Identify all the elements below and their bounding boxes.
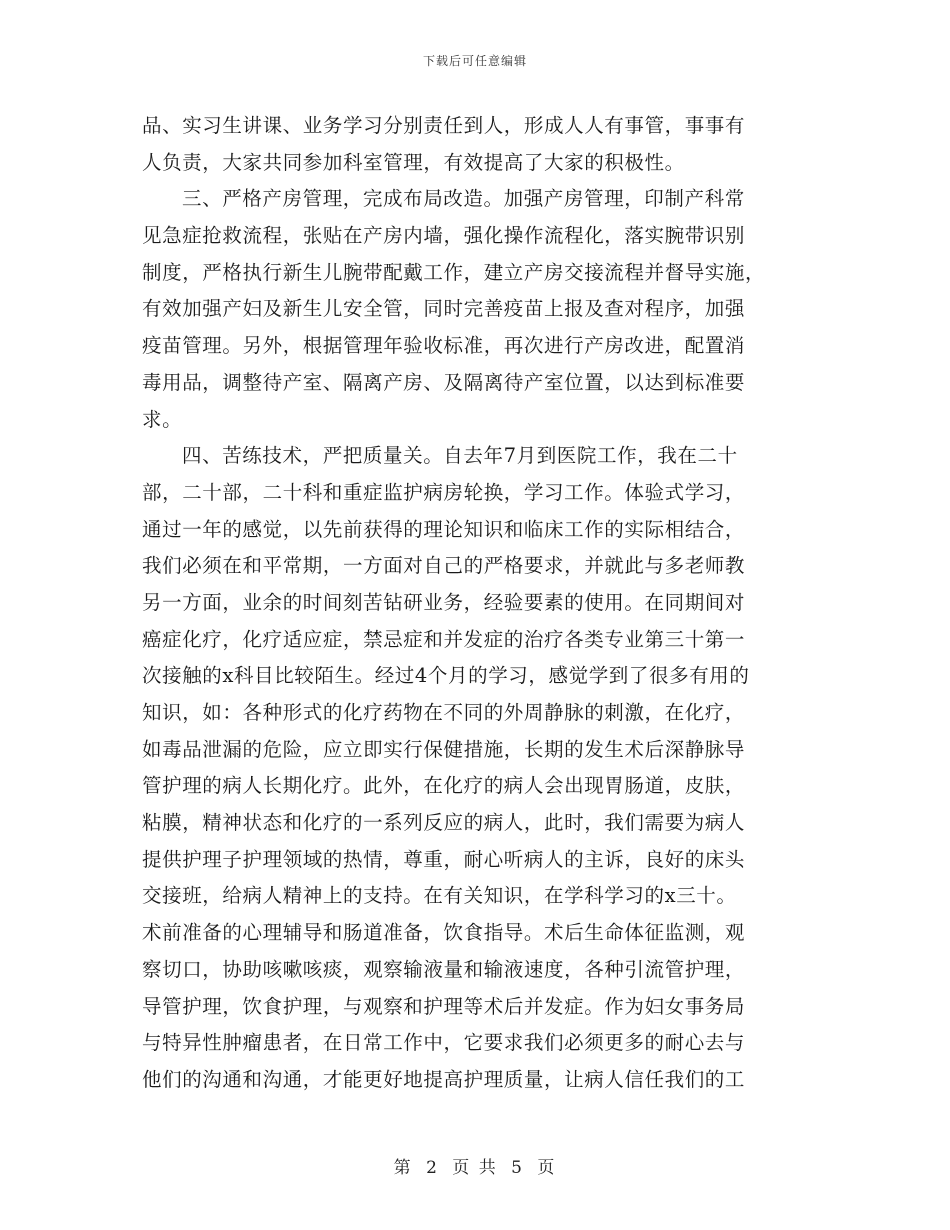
text-line: 见急症抢救流程，张贴在产房内墙，强化操作流程化，落实腕带识别 (142, 224, 746, 248)
text-line: 次接触的x科目比较陌生。经过4个月的学习，感觉学到了很多有用的 (142, 664, 750, 688)
footer-prefix: 第 (393, 1158, 413, 1178)
text-line: 粘膜，精神状态和化疗的一系列反应的病人，此时，我们需要为病人 (142, 811, 746, 835)
total-page-count: 5 (511, 1158, 524, 1178)
text-line: 有效加强产妇及新生儿安全管，同时完善疫苗上报及查对程序，加强 (142, 297, 746, 321)
text-line: 察切口，协助咳嗽咳痰，观察输液量和输液速度，各种引流管护理， (142, 957, 746, 981)
text-line: 癌症化疗，化疗适应症，禁忌症和并发症的治疗各类专业第三十第一 (142, 627, 746, 651)
current-page-number: 2 (426, 1158, 439, 1178)
text-line: 交接班，给病人精神上的支持。在有关知识，在学科学习的x三十。 (142, 884, 737, 908)
text-line: 他们的沟通和沟通，才能更好地提高护理质量，让病人信任我们的工 (142, 1067, 746, 1091)
text-line: 术前准备的心理辅导和肠道准备，饮食指导。术后生命体征监测，观 (142, 921, 746, 945)
footer-mid: 页 共 (452, 1158, 498, 1178)
text-line: 品、实习生讲课、业务学习分别责任到人，形成人人有事管，事事有 (142, 114, 746, 137)
paragraph-start-line: 四、苦练技术，严把质量关。自去年7月到医院工作，我在二十 (182, 444, 738, 468)
text-line: 导管护理，饮食护理，与观察和护理等术后并发症。作为妇女事务局 (142, 994, 746, 1018)
text-line: 提供护理子护理领域的热情，尊重，耐心听病人的主诉，良好的床头 (142, 847, 746, 871)
page-footer (0, 1153, 950, 1178)
text-line: 与特异性肿瘤患者，在日常工作中，它要求我们必须更多的耐心去与 (142, 1031, 746, 1055)
text-line: 知识，如：各种形式的化疗药物在不同的外周静脉的刺激，在化疗， (142, 701, 746, 724)
text-line: 人负责，大家共同参加科室管理，有效提高了大家的积极性。 (142, 150, 685, 174)
paragraph-start-line: 三、严格产房管理，完成布局改造。加强产房管理，印制产科常 (182, 187, 745, 211)
text-line: 部，二十部，二十科和重症监护病房轮换，学习工作。体验式学习， (142, 480, 746, 504)
text-line: 疫苗管理。另外，根据管理年验收标准，再次进行产房改进，配置消 (142, 334, 746, 358)
text-line: 通过一年的感觉，以先前获得的理论知识和临床工作的实际相结合， (142, 517, 746, 541)
text-line: 求。 (142, 407, 183, 431)
text-line: 管护理的病人长期化疗。此外，在化疗的病人会出现胃肠道，皮肤， (142, 774, 746, 798)
footer-suffix: 页 (537, 1158, 557, 1178)
text-line: 另一方面，业余的时间刻苦钻研业务，经验要素的使用。在同期间对 (142, 590, 746, 614)
text-line: 毒用品，调整待产室、隔离产房、及隔离待产室位置，以达到标准要 (142, 370, 746, 394)
text-line: 如毒品泄漏的危险，应立即实行保健措施，长期的发生术后深静脉导 (142, 737, 746, 761)
document-body (142, 108, 810, 1099)
page-header: 下载后可任意编辑 (422, 54, 527, 68)
text-line: 我们必须在和平常期，一方面对自己的严格要求，并就此与多老师教 (142, 554, 746, 578)
text-line: 制度，严格执行新生儿腕带配戴工作，建立产房交接流程并督导实施， (142, 260, 766, 284)
